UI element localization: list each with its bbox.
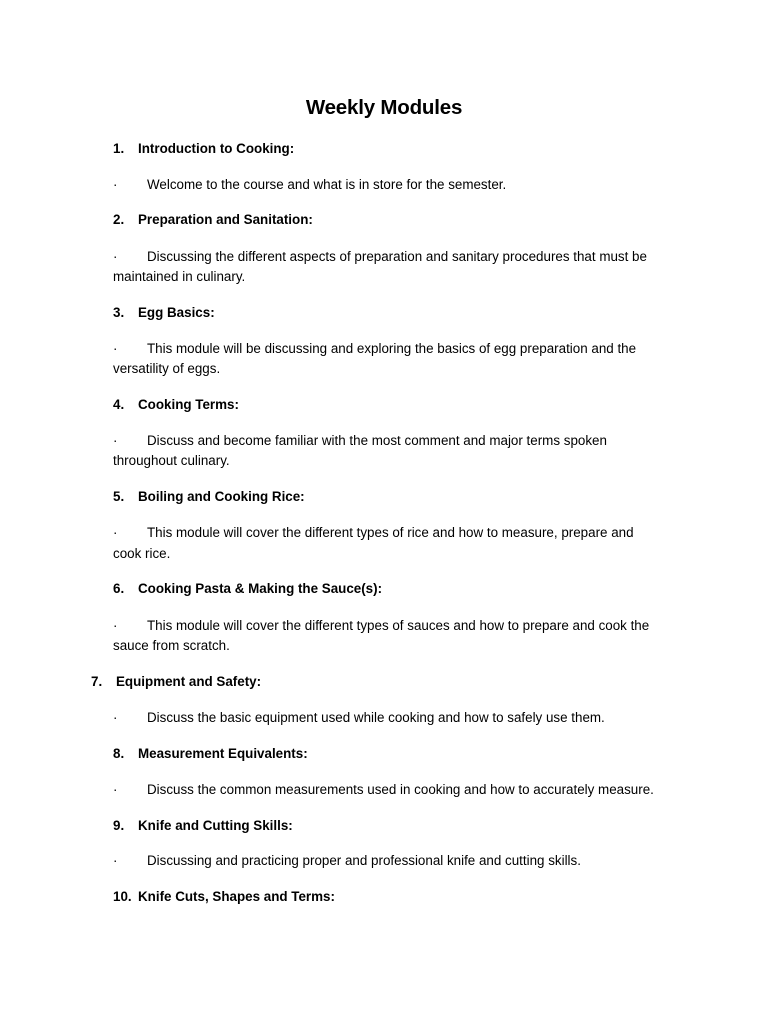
module-number: 7. [91,674,103,689]
bullet-dot-icon: · [113,433,118,448]
page-title: Weekly Modules [305,96,463,119]
description-continuation: versatility of eggs. [113,361,221,376]
module-heading [113,210,313,230]
module-description [113,616,649,636]
module-title: Preparation and Sanitation: [138,212,313,227]
bullet-dot-icon: · [113,525,118,540]
description-continuation: cook rice. [113,546,171,561]
module-number: 8. [113,746,125,761]
module-number: 3. [113,305,125,320]
module-title: Introduction to Cooking: [138,141,295,156]
module-description [113,851,581,871]
module-heading [113,579,382,599]
bullet-dot-icon: · [113,341,118,356]
module-title: Cooking Pasta & Making the Sauce(s): [138,581,383,596]
module-description [113,523,634,543]
module-description [113,431,607,451]
module-description [113,780,654,800]
module-title: Measurement Equivalents: [138,746,308,761]
description-continuation: maintained in culinary. [113,269,246,284]
description-continuation: sauce from scratch. [113,638,230,653]
module-title: Knife Cuts, Shapes and Terms: [138,889,335,904]
module-number: 2. [113,212,125,227]
description-line: Discuss the common measurements used in cooking and how to accurately measure. [147,782,654,797]
module-description [113,247,647,267]
description-line: Discussing and practicing proper and professional knife and cutting skills. [147,853,581,868]
module-title: Egg Basics: [138,305,215,320]
description-line: This module will cover the different types of rice and how to measure, prepare and [147,525,634,540]
module-heading [113,744,308,764]
module-title: Cooking Terms: [138,397,239,412]
module-description [113,339,636,359]
module-heading [113,887,335,907]
module-title: Equipment and Safety: [116,674,262,689]
module-heading [113,487,305,507]
module-number: 1. [113,141,125,156]
module-title: Knife and Cutting Skills: [138,818,293,833]
bullet-dot-icon: · [113,710,118,725]
module-heading [113,139,294,159]
module-heading [113,816,293,836]
module-number: 4. [113,397,125,412]
bullet-dot-icon: · [113,782,118,797]
bullet-dot-icon: · [113,249,118,264]
module-number: 5. [113,489,125,504]
description-line: Discussing the different aspects of preparation and sanitary procedures that must be [147,249,647,264]
module-heading [91,672,261,692]
module-number: 6. [113,581,125,596]
bullet-dot-icon: · [113,853,118,868]
module-description [113,708,605,728]
description-line: This module will be discussing and exploring the basics of egg preparation and the [147,341,637,356]
description-continuation: throughout culinary. [113,453,230,468]
description-line: Discuss and become familiar with the most comment and major terms spoken [147,433,607,448]
module-heading [113,395,239,415]
description-line: This module will cover the different types of sauces and how to prepare and cook the [147,618,650,633]
description-line: Welcome to the course and what is in store for the semester. [147,177,507,192]
bullet-dot-icon: · [113,177,118,192]
module-number: 10. [113,889,132,904]
module-number: 9. [113,818,125,833]
bullet-dot-icon: · [113,618,118,633]
module-title: Boiling and Cooking Rice: [138,489,305,504]
module-heading [113,303,215,323]
description-line: Discuss the basic equipment used while cooking and how to safely use them. [147,710,605,725]
module-description [113,175,506,195]
